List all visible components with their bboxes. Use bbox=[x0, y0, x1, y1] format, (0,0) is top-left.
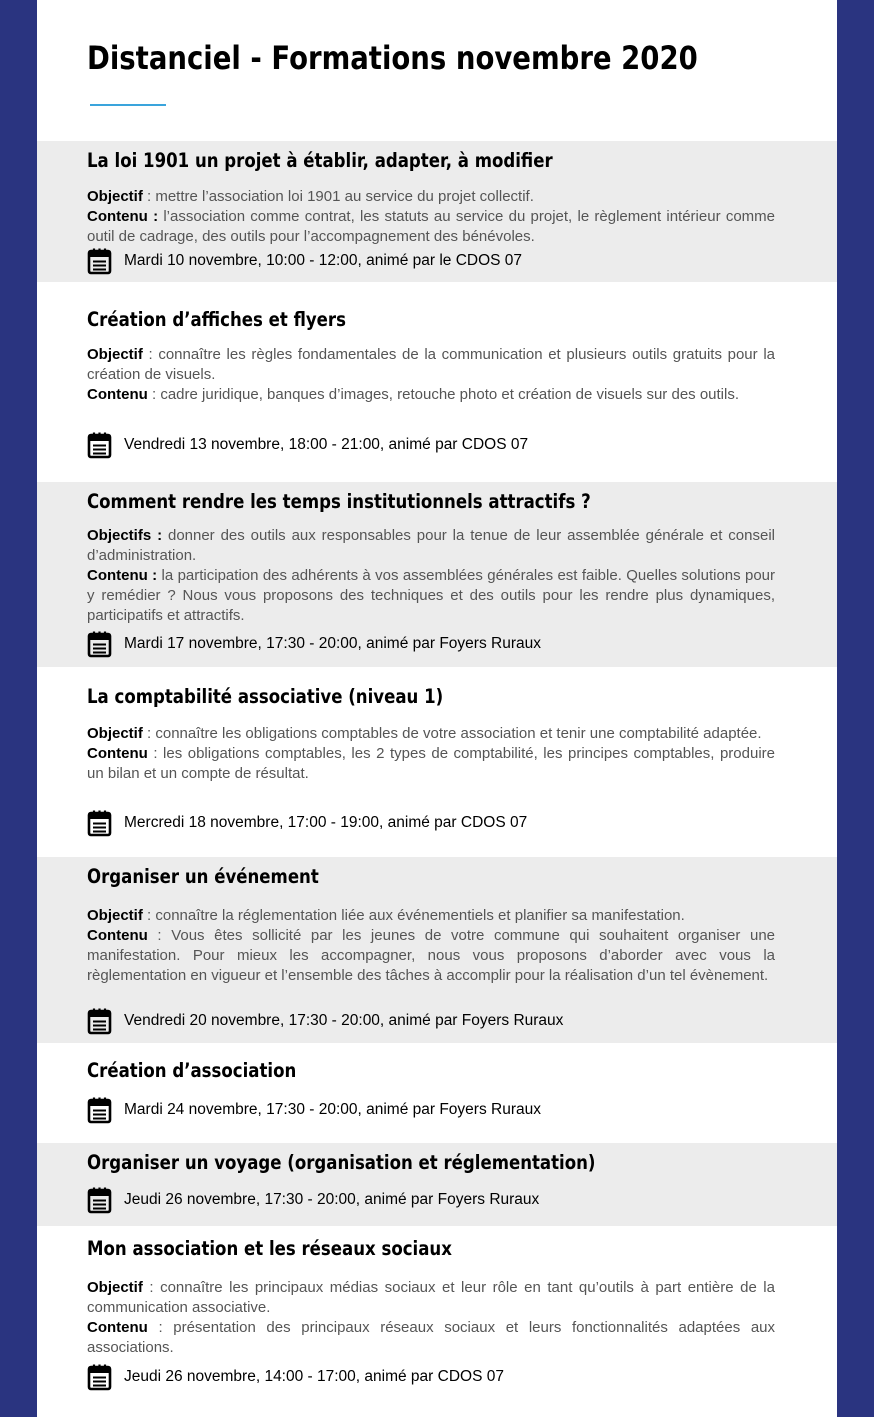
session-date: Jeudi 26 novembre, 17:30 - 20:00, animé par Foyers Ruraux bbox=[124, 1191, 540, 1208]
calendar-icon bbox=[87, 1187, 112, 1214]
objective-text: : connaître les obligations comptables de votre association et tenir une comptabilité adaptée. bbox=[142, 725, 762, 742]
content-text: la participation des adhérents à vos assemblées générales est faible. Quelles solutions pour y remédier ? Nous vous proposons des techniques et des outils pour les rendre plus dynamiques, participatifs et attractifs. bbox=[87, 567, 776, 624]
session-date: Mardi 24 novembre, 17:30 - 20:00, animé par Foyers Ruraux bbox=[124, 1101, 541, 1118]
session-date-row bbox=[87, 247, 522, 275]
content-label: Contenu bbox=[87, 745, 148, 762]
session-date: Vendredi 13 novembre, 18:00 - 21:00, animé par CDOS 07 bbox=[124, 436, 529, 453]
content-text: : les obligations comptables, les 2 types de comptabilité, les principes comptables, produire un bilan et un compte de résultat. bbox=[87, 745, 775, 782]
session-title: Comment rendre les temps institutionnels attractifs ? bbox=[87, 490, 591, 513]
objective-label: Objectif bbox=[87, 725, 143, 742]
session-card bbox=[37, 300, 837, 482]
session-card bbox=[37, 141, 837, 282]
objective-text: donner des outils aux responsables pour la tenue de leur assemblée générale et conseil d’administration. bbox=[87, 527, 775, 564]
objective-text: : mettre l’association loi 1901 au service du projet collectif. bbox=[142, 188, 534, 205]
session-card bbox=[37, 857, 837, 1043]
session-title: Organiser un événement bbox=[87, 865, 319, 888]
session-card bbox=[37, 1143, 837, 1226]
calendar-icon bbox=[87, 1097, 112, 1124]
calendar-icon bbox=[87, 432, 112, 459]
session-title: Mon association et les réseaux sociaux bbox=[87, 1237, 452, 1260]
session-card bbox=[37, 677, 837, 857]
session-title: Organiser un voyage (organisation et réglementation) bbox=[87, 1151, 596, 1174]
content-label: Contenu bbox=[87, 386, 148, 403]
objective-text: : connaître la réglementation liée aux événementiels et planifier sa manifestation. bbox=[142, 907, 685, 924]
objective-label: Objectif bbox=[87, 346, 143, 363]
content-label: Contenu bbox=[87, 927, 148, 944]
session-description bbox=[87, 1278, 775, 1358]
objective-label: Objectif bbox=[87, 907, 143, 924]
calendar-icon bbox=[87, 1364, 112, 1391]
calendar-icon bbox=[87, 248, 112, 275]
session-date-row bbox=[87, 809, 527, 837]
session-card bbox=[37, 482, 837, 667]
objective-text: : connaître les principaux médias sociaux et leur rôle en tant qu’outils à part entière de la communication associative. bbox=[87, 1279, 775, 1316]
objective-label: Objectif bbox=[87, 188, 143, 205]
content-text: : présentation des principaux réseaux sociaux et leurs fonctionnalités adaptées aux associations. bbox=[87, 1319, 775, 1356]
session-title: Création d’affiches et flyers bbox=[87, 308, 346, 331]
session-date: Jeudi 26 novembre, 14:00 - 17:00, animé par CDOS 07 bbox=[124, 1368, 504, 1385]
page-title: Distanciel - Formations novembre 2020 bbox=[87, 39, 698, 77]
session-date-row bbox=[87, 1096, 541, 1124]
session-date-row bbox=[87, 1007, 563, 1035]
session-card bbox=[37, 1051, 837, 1143]
calendar-icon bbox=[87, 1008, 112, 1035]
page bbox=[37, 0, 837, 1417]
content-label: Contenu : bbox=[87, 567, 158, 584]
objective-label: Objectifs : bbox=[87, 527, 163, 544]
session-title: Création d’association bbox=[87, 1059, 297, 1082]
session-date: Vendredi 20 novembre, 17:30 - 20:00, animé par Foyers Ruraux bbox=[124, 1012, 564, 1029]
calendar-icon bbox=[87, 631, 112, 658]
session-description bbox=[87, 906, 775, 986]
session-date-row bbox=[87, 1363, 504, 1391]
session-title: La comptabilité associative (niveau 1) bbox=[87, 685, 444, 708]
session-description bbox=[87, 526, 775, 626]
session-date: Mardi 17 novembre, 17:30 - 20:00, animé par Foyers Ruraux bbox=[124, 635, 541, 652]
title-underline bbox=[90, 104, 166, 106]
session-description bbox=[87, 187, 775, 247]
session-description bbox=[87, 724, 775, 784]
session-date: Mardi 10 novembre, 10:00 - 12:00, animé par le CDOS 07 bbox=[124, 252, 523, 269]
session-description bbox=[87, 345, 775, 405]
content-label: Contenu bbox=[87, 1319, 148, 1336]
session-date-row bbox=[87, 1186, 539, 1214]
session-title: La loi 1901 un projet à établir, adapter, à modifier bbox=[87, 149, 553, 172]
calendar-icon bbox=[87, 810, 112, 837]
objective-text: : connaître les règles fondamentales de la communication et plusieurs outils gratuits pour la création de visuels. bbox=[87, 346, 775, 383]
content-text: : Vous êtes sollicité par les jeunes de votre commune qui souhaitent organiser une manifestation. Pour mieux les accompagner, nous vous proposons d’aborder avec vous la règlementation en vigueur et l’ensemble des tâches à accomplir pour la réalisation d’un tel évènement. bbox=[87, 927, 775, 984]
content-text: l’association comme contrat, les statuts au service du projet, le règlement intérieur comme outil de cadrage, des outils pour l’accompagnement des bénévoles. bbox=[87, 208, 776, 245]
session-date: Mercredi 18 novembre, 17:00 - 19:00, animé par CDOS 07 bbox=[124, 814, 528, 831]
objective-label: Objectif bbox=[87, 1279, 143, 1296]
session-date-row bbox=[87, 630, 541, 658]
content-text: : cadre juridique, banques d’images, retouche photo et création de visuels sur des outils. bbox=[147, 386, 740, 403]
session-card bbox=[37, 1229, 837, 1417]
content-label: Contenu : bbox=[87, 208, 159, 225]
session-date-row bbox=[87, 431, 528, 459]
